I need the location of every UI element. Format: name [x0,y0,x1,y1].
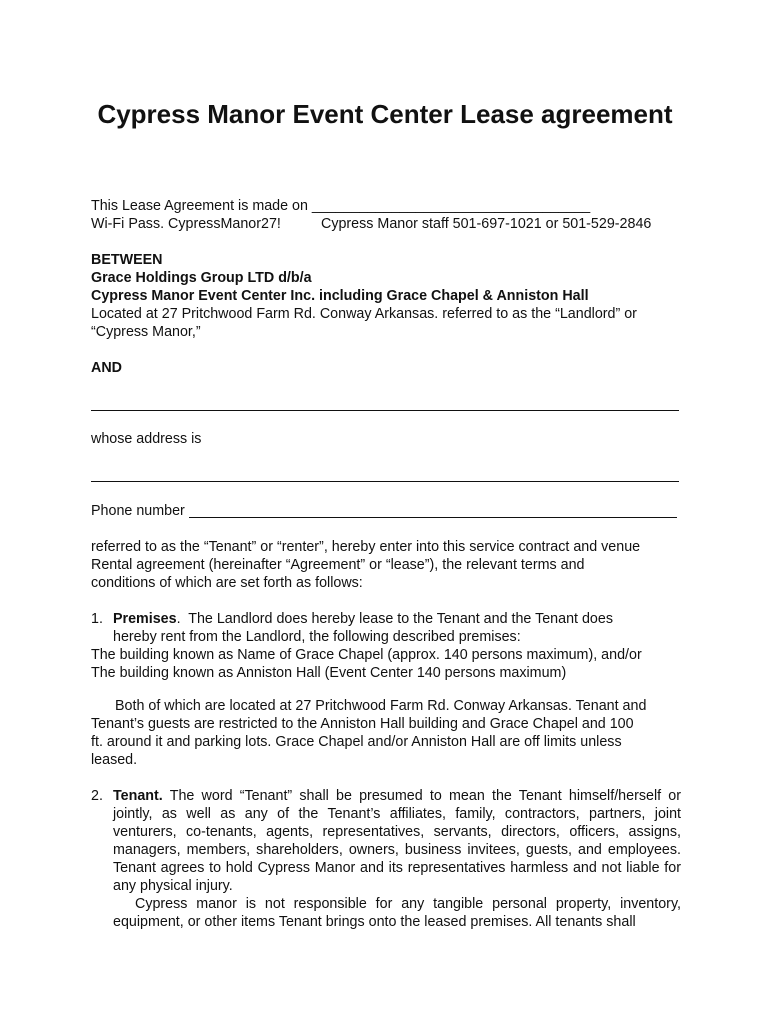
both-line-1: Both of which are located at 27 Pritchwood Farm Rd. Conway Arkansas. Tenant and [115,698,647,714]
landlord-address-1: Located at 27 Pritchwood Farm Rd. Conway Arkansas. referred to as the “Landlord” or [91,306,637,322]
premises-line-2: hereby rent from the Landlord, the following described premises: [113,629,521,645]
and-heading: AND [91,360,122,376]
intro-line: This Lease Agreement is made on ___________________________________ [91,198,591,214]
staff-phone: Cypress Manor staff 501-697-1021 or 501-529-2846 [321,216,652,232]
landlord-name-2: Cypress Manor Event Center Inc. including Grace Chapel & Anniston Hall [91,288,589,304]
referred-line-1: referred to as the “Tenant” or “renter”, hereby enter into this service contract and venue [91,539,641,555]
premises-line-1 [113,610,613,628]
referred-line-2: Rental agreement (hereinafter “Agreement” or “lease”), the relevant terms and [91,557,585,573]
premises-line-3: The building known as Name of Grace Chapel (approx. 140 persons maximum), and/or [91,647,642,663]
premises-text-1: . The Landlord does hereby lease to the Tenant and the Tenant does [176,611,613,627]
referred-line-3: conditions of which are set forth as follows: [91,575,363,591]
landlord-name-1: Grace Holdings Group LTD d/b/a [91,270,312,286]
tenant-paragraph [113,787,681,895]
tenant-address-blank[interactable] [91,481,679,482]
landlord-address-2: “Cypress Manor,” [91,324,201,340]
tenant-paragraph-2: Cypress manor is not responsible for any tangible personal property, inventory, equipment, or other items Tenant brings onto the leased premises. All tenants shall [113,896,681,930]
phone-number-blank[interactable] [189,517,677,518]
tenant-heading: Tenant. [113,788,163,804]
both-line-3: ft. around it and parking lots. Grace Chapel and/or Anniston Hall are off limits unless [91,734,622,750]
wifi-password: Wi-Fi Pass. CypressManor27! [91,216,281,232]
tenant-text: The word “Tenant” shall be presumed to mean the Tenant himself/herself or jointly, as well as any of the Tenant’s affiliates, family, contractors, partners, joint venturers, co-tenants, agents, representatives, servants, directors, officers, assigns, managers, members, shareholders, owners, business invitees, guests, and employees. Tenant agrees to hold Cypress Manor and its representatives harmless and not liable for any physical injury. [113,788,681,894]
tenant-number: 2. [91,788,103,804]
whose-address-label: whose address is [91,431,202,447]
both-line-4: leased. [91,752,138,768]
tenant-name-blank[interactable] [91,410,679,411]
premises-number: 1. [91,611,103,627]
premises-heading: Premises [113,611,177,627]
phone-number-label: Phone number [91,503,185,519]
between-heading: BETWEEN [91,252,163,268]
premises-line-4: The building known as Anniston Hall (Event Center 140 persons maximum) [91,665,567,681]
both-line-2: Tenant’s guests are restricted to the Anniston Hall building and Grace Chapel and 100 [91,716,634,732]
document-title: Cypress Manor Event Center Lease agreement [97,99,673,129]
